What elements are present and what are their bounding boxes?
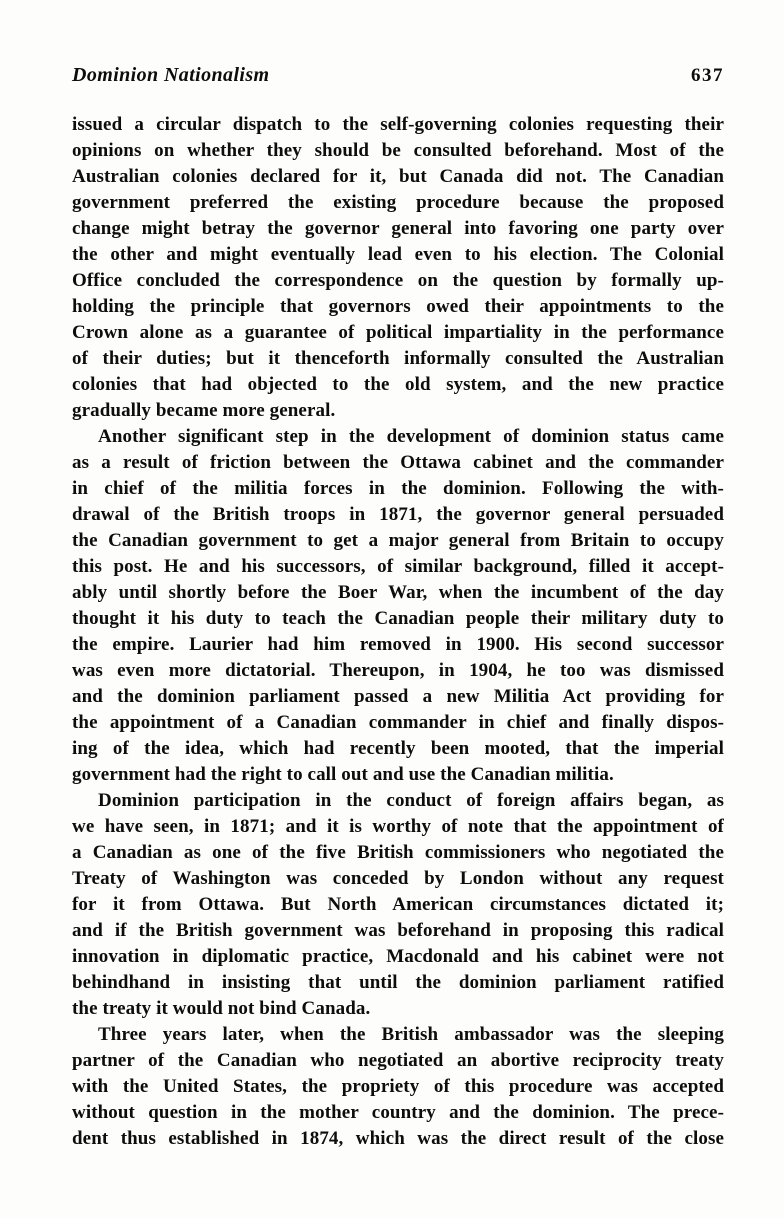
text-line: drawal of the British troops in 1871, the governor general persuaded	[72, 504, 724, 525]
text-line: a Canadian as one of the five British commissioners who negotiated the	[72, 842, 724, 863]
text-line: partner of the Canadian who negotiated an abortive reciprocity treaty	[72, 1050, 724, 1071]
text-line: Another significant step in the development of dominion status came	[98, 426, 724, 447]
text-line: for it from Ottawa. But North American circumstances dictated it;	[72, 894, 724, 915]
running-header-title: Dominion Nationalism	[72, 64, 270, 86]
text-line: ing of the idea, which had recently been mooted, that the imperial	[72, 738, 724, 759]
text-line: with the United States, the propriety of this procedure was accepted	[72, 1076, 724, 1097]
body-text	[72, 112, 724, 1152]
text-line: this post. He and his successors, of similar background, filled it accept-	[72, 556, 724, 577]
text-line: the empire. Laurier had him removed in 1900. His second successor	[72, 634, 724, 655]
text-line: dent thus established in 1874, which was the direct result of the close	[72, 1128, 724, 1149]
paragraph	[72, 788, 724, 1022]
text-line: Australian colonies declared for it, but Canada did not. The Canadian	[72, 166, 724, 187]
text-line: change might betray the governor general into favoring one party over	[72, 218, 724, 239]
text-line: ably until shortly before the Boer War, when the incumbent of the day	[72, 582, 724, 603]
paragraph	[72, 112, 724, 424]
text-line: the treaty it would not bind Canada.	[72, 998, 371, 1019]
text-line: the appointment of a Canadian commander in chief and finally dispos-	[72, 712, 724, 733]
text-line: of their duties; but it thenceforth informally consulted the Australian	[72, 348, 724, 369]
text-line: colonies that had objected to the old system, and the new practice	[72, 374, 724, 395]
text-line: the other and might eventually lead even to his election. The Colonial	[72, 244, 724, 265]
text-line: as a result of friction between the Ottawa cabinet and the commander	[72, 452, 724, 473]
text-line: innovation in diplomatic practice, Macdonald and his cabinet were not	[72, 946, 724, 967]
paragraph	[72, 424, 724, 788]
text-line: thought it his duty to teach the Canadian people their military duty to	[72, 608, 724, 629]
page-number: 637	[691, 65, 724, 86]
text-line: and if the British government was beforehand in proposing this radical	[72, 920, 724, 941]
text-line: gradually became more general.	[72, 400, 336, 421]
text-line: in chief of the militia forces in the dominion. Following the with-	[72, 478, 724, 499]
text-line: was even more dictatorial. Thereupon, in 1904, he too was dismissed	[72, 660, 724, 681]
text-line: we have seen, in 1871; and it is worthy of note that the appointment of	[72, 816, 724, 837]
text-line: without question in the mother country and the dominion. The prece-	[72, 1102, 724, 1123]
text-line: issued a circular dispatch to the self-governing colonies requesting their	[72, 114, 724, 135]
text-line: Treaty of Washington was conceded by London without any request	[72, 868, 724, 889]
text-line: Office concluded the correspondence on the question by formally up-	[72, 270, 724, 291]
text-line: the Canadian government to get a major general from Britain to occupy	[72, 530, 724, 551]
text-line: Crown alone as a guarantee of political impartiality in the performance	[72, 322, 724, 343]
paragraph	[72, 1022, 724, 1152]
text-line: behindhand in insisting that until the dominion parliament ratified	[72, 972, 724, 993]
text-line: and the dominion parliament passed a new Militia Act providing for	[72, 686, 724, 707]
text-line: government preferred the existing procedure because the proposed	[72, 192, 724, 213]
text-line: holding the principle that governors owed their appointments to the	[72, 296, 724, 317]
text-line: government had the right to call out and use the Canadian militia.	[72, 764, 614, 785]
running-header	[72, 64, 724, 92]
text-line: opinions on whether they should be consulted beforehand. Most of the	[72, 140, 724, 161]
text-line: Three years later, when the British ambassador was the sleeping	[98, 1024, 724, 1045]
text-line: Dominion participation in the conduct of foreign affairs began, as	[98, 790, 724, 811]
